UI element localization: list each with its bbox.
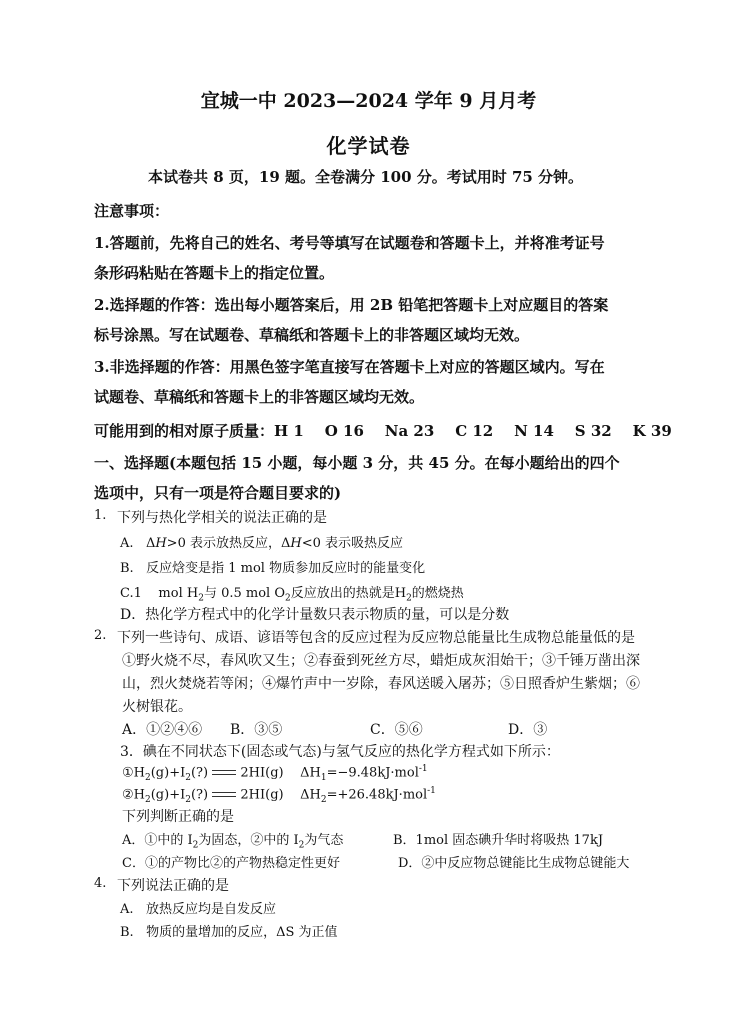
q4-number: 4. bbox=[94, 876, 107, 891]
q1-stem: 下列与热化学相关的说法正确的是 bbox=[117, 510, 327, 526]
note-1-line-1: 1.答题前，先将自己的姓名、考号等填写在试题卷和答题卡上，并将准考证号 bbox=[94, 234, 605, 252]
note-3-line-1: 3.非选择题的作答：用黑色签字笔直接写在答题卡上对应的答题区域内。写在 bbox=[94, 358, 605, 376]
q3-option-b[interactable]: B．1mol 固态碘升华时将吸热 17kJ bbox=[393, 833, 604, 848]
option-text: 为固态，②中的 I bbox=[198, 833, 299, 848]
option-text: >0 表示放热反应，Δ bbox=[166, 536, 291, 551]
subscript: 2 bbox=[145, 772, 151, 783]
subscript: 2 bbox=[185, 794, 191, 805]
exam-subtitle: 化学试卷 bbox=[326, 134, 411, 158]
subscript: 2 bbox=[406, 593, 412, 604]
option-text: A．①中的 I bbox=[122, 833, 193, 848]
subscript: 2 bbox=[284, 593, 291, 604]
option-label: B. bbox=[120, 925, 134, 940]
note-2-line-1: 2.选择题的作答：选出每小题答案后，用 2B 铅笔把答题卡上对应题目的答案 bbox=[94, 296, 609, 314]
q2-option-b[interactable]: B．③⑤ bbox=[230, 722, 283, 738]
option-text: 为气态 bbox=[304, 833, 344, 848]
equation-text: (?) bbox=[190, 787, 209, 803]
subscript: 2 bbox=[185, 772, 191, 783]
q2-number: 2. bbox=[94, 628, 107, 643]
equation-text: =−9.48kJ·mol bbox=[326, 765, 419, 781]
q1-option-b[interactable] bbox=[120, 557, 425, 576]
enthalpy-symbol: H bbox=[155, 536, 167, 551]
equilibrium-sign-icon bbox=[212, 789, 236, 800]
equation-text: ②H bbox=[122, 787, 145, 803]
q2-passage-line-2: 山，烈火焚烧若等闲；④爆竹声中一岁除，春风送暖入屠苏；⑤日照香炉生紫烟；⑥ bbox=[122, 676, 640, 692]
note-2-line-2: 标号涂黑。写在试题卷、草稿纸和答题卡上的非答题区域均无效。 bbox=[94, 326, 530, 344]
q2-passage-line-3: 火树银花。 bbox=[122, 699, 192, 715]
option-text: 放热反应均是自发反应 bbox=[145, 902, 276, 917]
option-text: mol H bbox=[158, 586, 199, 601]
equation-text: ΔH bbox=[300, 787, 321, 803]
q3-option-d[interactable]: D．②中反应物总键能比生成物总键能大 bbox=[398, 856, 630, 871]
equation-text: ①H bbox=[122, 765, 145, 781]
q3-equation-1 bbox=[122, 764, 428, 783]
notes-heading: 注意事项： bbox=[94, 202, 170, 220]
subscript: 2 bbox=[198, 593, 204, 604]
equation-text: =+26.48kJ·mol bbox=[326, 787, 428, 803]
equation-text: 2HI(g) bbox=[240, 765, 284, 781]
superscript: -1 bbox=[427, 786, 436, 796]
q1-option-a[interactable] bbox=[120, 532, 403, 551]
q1-option-c[interactable] bbox=[120, 582, 464, 604]
option-label: C.1 bbox=[120, 586, 142, 601]
option-text: 反应焓变是指 1 mol 物质参加反应时的能量变化 bbox=[146, 561, 426, 576]
q4-stem: 下列说法正确的是 bbox=[117, 878, 229, 894]
q3-option-c[interactable]: C．①的产物比②的产物热稳定性更好 bbox=[122, 856, 340, 871]
option-text: 物质的量增加的反应，ΔS 为正值 bbox=[146, 925, 338, 940]
q2-stem: 下列一些诗句、成语、谚语等包含的反应过程为反应物总能量比生成物总能量低的是 bbox=[117, 630, 635, 646]
equilibrium-sign-icon bbox=[212, 767, 236, 778]
q2-passage-line-1: ①野火烧不尽，春风吹又生；②春蚕到死丝方尽，蜡炬成灰泪始干；③千锤万凿出深 bbox=[122, 653, 640, 669]
subscript: 2 bbox=[298, 840, 305, 851]
q1-number: 1. bbox=[94, 508, 107, 523]
section-1-heading-line-1: 一、选择题(本题包括 15 小题，每小题 3 分，共 45 分。在每小题给出的四个 bbox=[94, 454, 620, 472]
q2-option-d[interactable]: D．③ bbox=[508, 722, 548, 738]
note-3-line-2: 试题卷、草稿纸和答题卡上的非答题区域均无效。 bbox=[94, 388, 425, 406]
subscript: 2 bbox=[320, 794, 327, 805]
delta-symbol: Δ bbox=[145, 536, 156, 551]
section-1-heading-line-2: 选项中，只有一项是符合题目要求的) bbox=[94, 484, 342, 502]
enthalpy-symbol: H bbox=[290, 536, 302, 551]
q3-option-a[interactable] bbox=[122, 829, 343, 851]
equation-text: (?) bbox=[190, 765, 209, 781]
equation-text: ΔH bbox=[300, 765, 321, 781]
exam-intro: 本试卷共 8 页，19 题。全卷满分 100 分。考试用时 75 分钟。 bbox=[148, 168, 584, 186]
q1-option-d[interactable]: D．热化学方程式中的化学计量数只表示物质的量，可以是分数 bbox=[120, 607, 510, 623]
q2-option-c[interactable]: C．⑤⑥ bbox=[370, 722, 423, 738]
superscript: -1 bbox=[418, 764, 428, 774]
equation-text: (g)+I bbox=[150, 787, 186, 803]
q4-option-b[interactable] bbox=[120, 921, 338, 940]
option-label: A. bbox=[120, 902, 134, 917]
subscript: 2 bbox=[192, 840, 199, 851]
equation-text: 2HI(g) bbox=[240, 787, 284, 803]
option-label: B. bbox=[120, 561, 134, 576]
equation-text: (g)+I bbox=[150, 765, 186, 781]
q3-equation-2 bbox=[122, 786, 436, 805]
option-text: 的燃烧热 bbox=[411, 586, 464, 601]
subscript: 2 bbox=[145, 794, 151, 805]
q4-option-a[interactable] bbox=[120, 898, 276, 917]
subscript: 1 bbox=[320, 772, 327, 783]
atomic-masses: 可能用到的相对原子质量：H 1 O 16 Na 23 C 12 N 14 S 32 K 39 bbox=[94, 422, 672, 440]
note-1-line-2: 条形码粘贴在答题卡上的指定位置。 bbox=[94, 264, 335, 282]
option-label: A. bbox=[120, 536, 134, 551]
option-text: <0 表示吸热反应 bbox=[301, 536, 403, 551]
option-text: 反应放出的热就是H bbox=[290, 586, 407, 601]
option-text: 与 0.5 mol O bbox=[203, 586, 285, 601]
q2-option-a[interactable]: A．①②④⑥ bbox=[122, 722, 203, 738]
exam-title: 宜城一中 2023—2024 学年 9 月月考 bbox=[200, 90, 537, 112]
q3-prompt: 下列判断正确的是 bbox=[122, 809, 234, 825]
q3-stem: 3．碘在不同状态下(固态或气态)与氢气反应的热化学方程式如下所示： bbox=[120, 744, 560, 760]
